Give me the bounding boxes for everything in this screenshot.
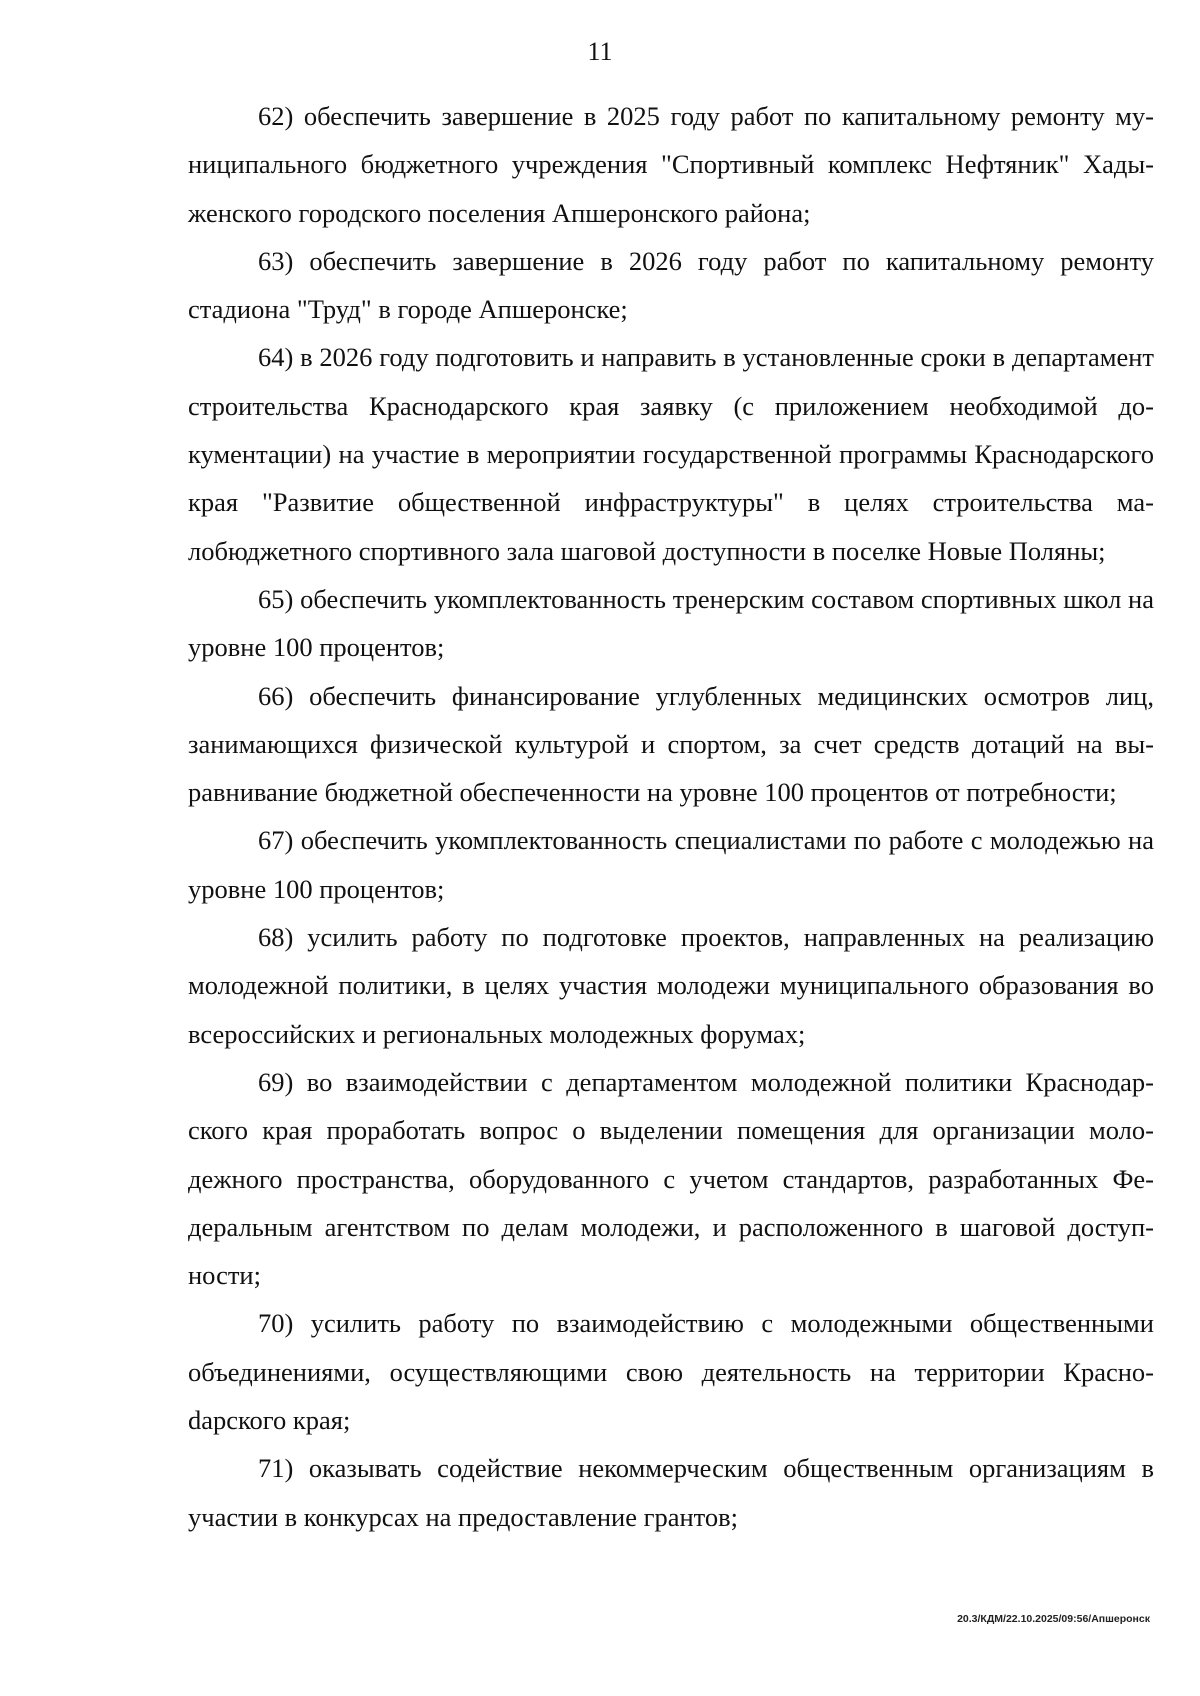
paragraph-63: 63) обеспечить завершение в 2026 году работ по капитальному ремонту стадиона "Труд" в городе Апшеронске;: [188, 245, 1154, 325]
paragraph-69: 69) во взаимодействии с департаментом молодежной политики Краснодарского края проработать вопрос о выделении помещения для организации молодежного пространства, оборудованного с учетом стандартов, разработанных Федеральным агентством по делам молодежи, и расположенного в шаговой доступности;: [188, 1066, 1154, 1291]
paragraph-62: 62) обеспечить завершение в 2025 году работ по капитальному ремонту муниципального бюджетного учреждения "Спортивный комплекс Нефтяник" Хадыженского городского поселения Апшеронского района;: [188, 101, 1154, 228]
page-number: 11: [587, 37, 613, 66]
paragraph-71: 71) оказывать содействие некоммерческим общественным организациям в участии в конкурсах на предоставление грантов;: [188, 1453, 1154, 1532]
paragraph-70: 70) усилить работу по взаимодействию с молодежными общественными объединениями, осуществляющими свою деятельность на территории Красноdарского края;: [188, 1308, 1154, 1436]
paragraph-64: 64) в 2026 году подготовить и направить в установленные сроки в департамент строительства Краснодарского края заявку (с приложением необходимой документации) на участие в мероприятии государственной программы Краснодарского края "Развитие общественной инфраструктуры" в целях строительства малобюджетного спортивного зала шаговой доступности в поселке Новые Поляны;: [188, 342, 1154, 566]
paragraph-65: 65) обеспечить укомплектованность тренерским составом спортивных школ на уровне 100 процентов;: [188, 583, 1154, 663]
paragraph-66: 66) обеспечить финансирование углубленных медицинских осмотров лиц, занимающихся физической культурой и спортом, за счет средств дотаций на выравнивание бюджетной обеспеченности на уровне 100 процентов от потребности;: [188, 680, 1154, 808]
paragraph-67: 67) обеспечить укомплектованность специалистами по работе с молодежью на уровне 100 процентов;: [188, 825, 1154, 904]
paragraph-68: 68) усилить работу по подготовке проектов, направленных на реализацию молодежной политики, в целях участия молодежи муниципального образования во всероссийских и региональных молодежных форумах;: [188, 922, 1154, 1049]
document-registration-code: 20.3/КДМ/22.10.2025/09:56/Апшеронск: [957, 1613, 1150, 1625]
document-body: [188, 92, 1154, 1541]
